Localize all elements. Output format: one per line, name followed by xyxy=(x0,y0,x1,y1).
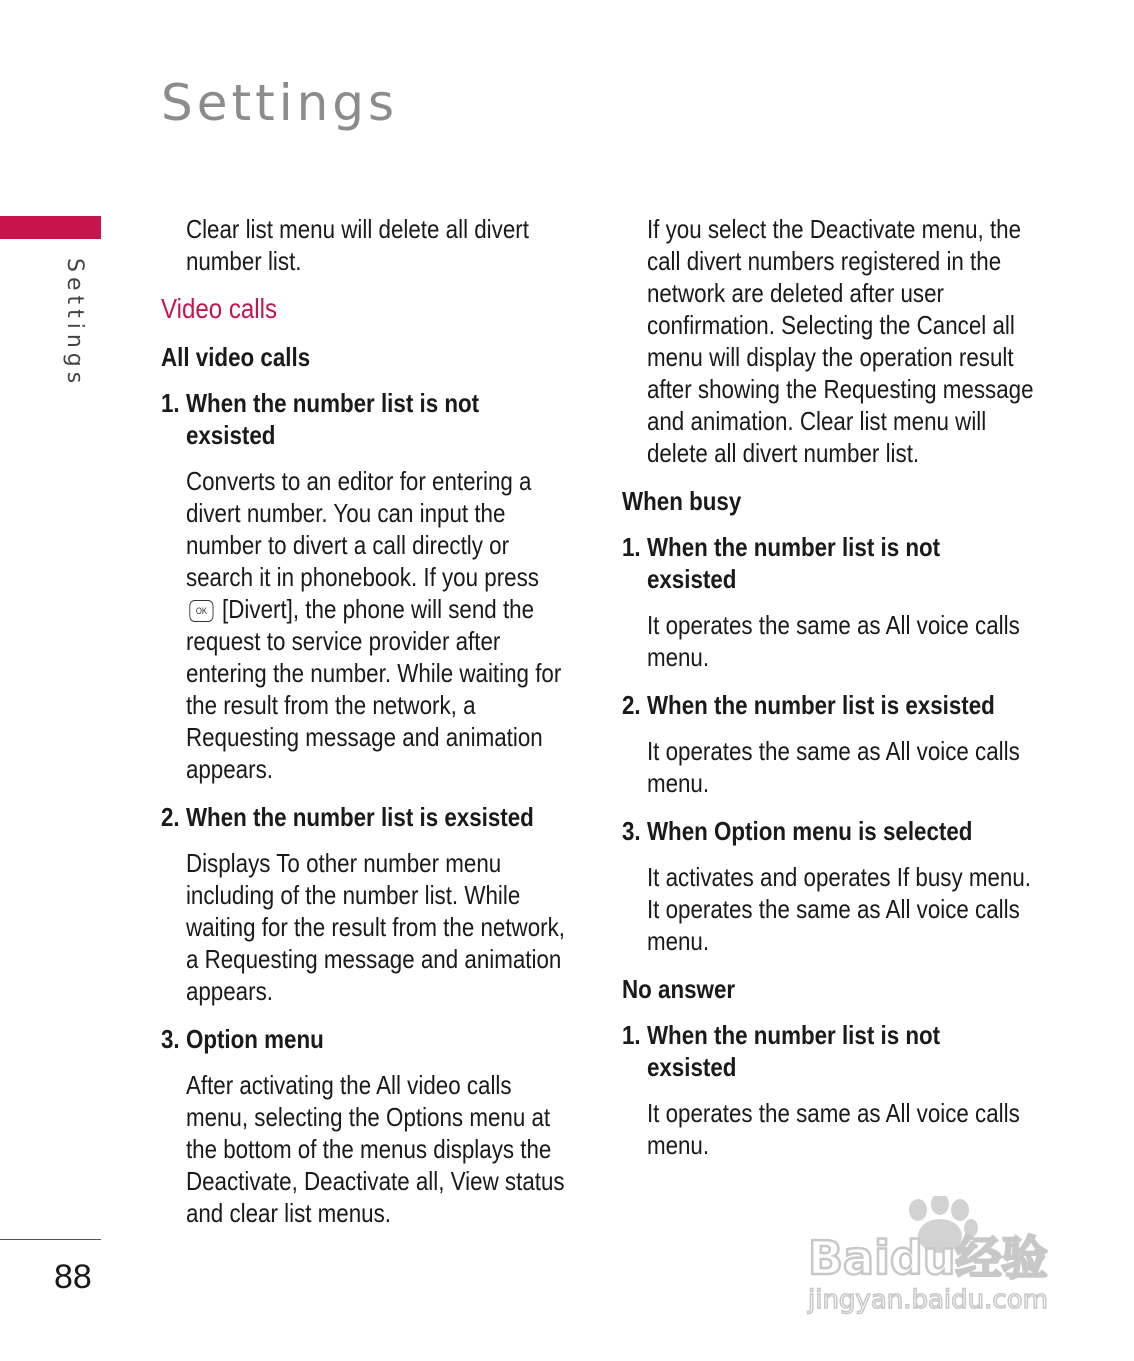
intro-paragraph: Clear list menu will delete all divert number list. xyxy=(185,214,529,276)
item-title: Option menu xyxy=(185,1024,324,1054)
baidu-jingyan-watermark xyxy=(806,1196,1071,1316)
subheading-no-answer: No answer xyxy=(622,974,736,1004)
item-body: It operates the same as All voice calls menu. xyxy=(646,736,1020,798)
item-heading xyxy=(622,689,1036,721)
item-heading xyxy=(161,1023,574,1055)
item-heading xyxy=(622,1019,1036,1083)
left-column xyxy=(161,213,574,1245)
page-title: Settings xyxy=(161,74,399,132)
subheading-when-busy: When busy xyxy=(622,486,742,516)
item-title: When the number list is exsisted xyxy=(646,690,995,720)
item-heading xyxy=(622,815,1036,847)
item-body: Displays To other number menu including of the number list. While waiting for the result from the network, a Requesting message and animation appears. xyxy=(185,848,565,1006)
item-number: 1. xyxy=(622,532,641,562)
item-title: When the number list is not exsisted xyxy=(646,1020,941,1082)
item-body: After activating the All video calls menu, selecting the Options menu at the bottom of the menus displays the Deactivate, Deactivate all, View status and clear list menus. xyxy=(185,1070,565,1228)
side-accent-bar xyxy=(0,216,101,239)
intro-paragraph: If you select the Deactivate menu, the call divert numbers registered in the network are deleted after user confirmation. Selecting the Cancel all menu will display the operation result after showing the Requesting message and animation. Clear list menu will delete all divert number list. xyxy=(646,214,1034,468)
footer-rule xyxy=(0,1239,101,1240)
section-heading-video-calls: Video calls xyxy=(161,293,278,324)
item-number: 3. xyxy=(161,1024,180,1054)
item-body: It activates and operates If busy menu. It operates the same as All voice calls menu. xyxy=(646,862,1032,956)
item-title: When the number list is not exsisted xyxy=(185,388,480,450)
watermark-url: jingyan.baidu.com xyxy=(808,1285,1048,1315)
item-heading xyxy=(161,801,574,833)
item-number: 1. xyxy=(161,388,180,418)
ok-key-icon: OK xyxy=(189,600,213,622)
item-number: 2. xyxy=(161,802,180,832)
item-body-text: Converts to an editor for entering a divert number. You can input the number to divert a call directly or search it in phonebook. If you press xyxy=(185,466,539,592)
item-body: It operates the same as All voice calls menu. xyxy=(646,1098,1020,1160)
side-section-label: Settings xyxy=(62,258,87,389)
item-title: When Option menu is selected xyxy=(646,816,973,846)
item-body-text: [Divert], the phone will send the request to service provider after entering the number. While waiting for the result from the network, a Requesting message and animation appears. xyxy=(185,594,562,784)
item-title: When the number list is not exsisted xyxy=(646,532,941,594)
watermark-logo-text: Baidu经验 xyxy=(808,1231,1048,1285)
item-number: 2. xyxy=(622,690,641,720)
item-title: When the number list is exsisted xyxy=(185,802,534,832)
page-number: 88 xyxy=(54,1258,92,1296)
item-body xyxy=(186,465,574,785)
item-number: 1. xyxy=(622,1020,641,1050)
item-body: It operates the same as All voice calls menu. xyxy=(646,610,1020,672)
item-heading xyxy=(622,531,1036,595)
right-column xyxy=(622,213,1036,1177)
item-heading xyxy=(161,387,574,451)
subheading-all-video-calls: All video calls xyxy=(161,342,311,372)
item-number: 3. xyxy=(622,816,641,846)
